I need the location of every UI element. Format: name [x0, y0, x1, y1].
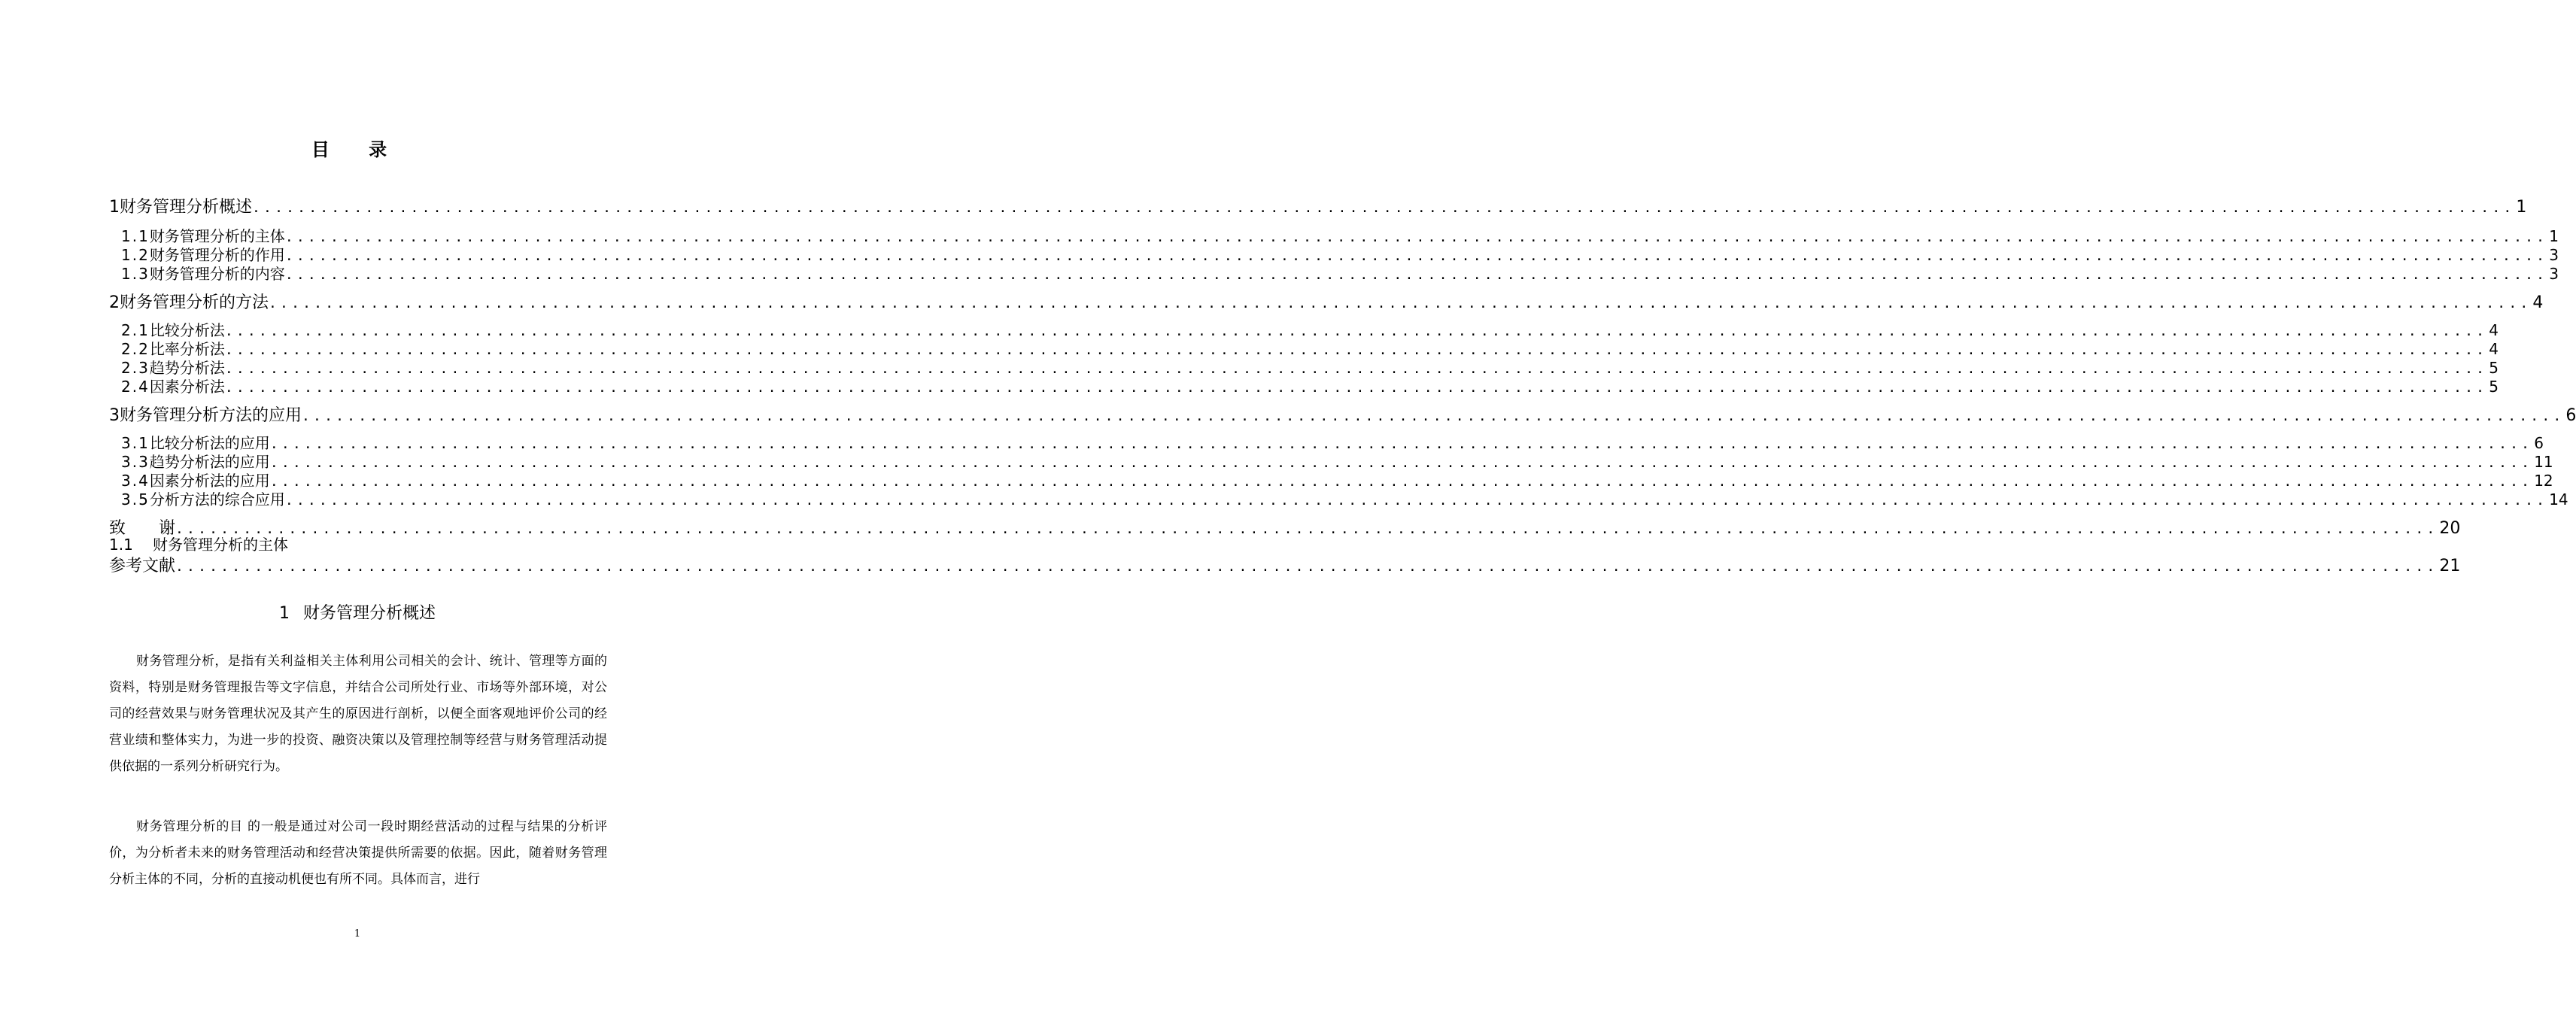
toc-entry-label: 比较分析法的应用: [149, 434, 270, 452]
toc-entry-page: 20: [2439, 519, 2461, 538]
toc-dot-leader: ........................................................................................................................................................................................................: [284, 493, 2548, 509]
toc-dot-leader: ........................................................................................................................................................................................................: [302, 408, 2565, 424]
toc-entry-label: 财务管理分析方法的应用: [120, 406, 302, 425]
toc-entry-number: 1.3: [121, 265, 150, 283]
toc-entry-number: 2.3: [121, 359, 150, 377]
toc-entry-label: 财务管理分析概述: [120, 198, 253, 217]
toc-entry-label: 趋势分析法: [149, 359, 225, 377]
toc-entry-page: 11: [2534, 453, 2553, 471]
toc-title: 目 录: [311, 139, 404, 160]
subsection-heading: [109, 534, 288, 555]
toc-entry-number: 3.3: [121, 453, 150, 471]
toc-entry[interactable]: [109, 434, 2544, 453]
toc-entry-number: 1.2: [121, 246, 150, 264]
toc-entry[interactable]: [109, 265, 2559, 284]
toc-entry[interactable]: [109, 340, 2499, 359]
toc-dot-leader: ........................................................................................................................................................................................................: [224, 380, 2488, 396]
toc-dot-leader: ........................................................................................................................................................................................................: [269, 474, 2533, 490]
toc-entry-page: 1: [2516, 198, 2527, 217]
toc-entry-label: 分析方法的综合应用: [149, 490, 285, 509]
toc-entry-page: 6: [2534, 434, 2544, 452]
section-heading: [0, 602, 715, 626]
toc-entry-label: 比率分析法: [149, 340, 225, 358]
toc-entry-label: 财务管理分析的方法: [120, 293, 269, 312]
toc-entry-number: 3: [109, 406, 120, 425]
toc-dot-leader: ........................................................................................................................................................................................................: [284, 267, 2548, 283]
toc-dot-leader: ........................................................................................................................................................................................................: [224, 342, 2488, 358]
toc-entry-label: 参考文献: [109, 557, 176, 575]
subsection-title: 财务管理分析的主体: [153, 536, 288, 554]
toc-entry-label: 财务管理分析的作用: [149, 246, 285, 264]
toc-entry-page: 3: [2549, 246, 2559, 264]
toc-entry[interactable]: [109, 227, 2559, 246]
toc-entry-number: 3.5: [121, 490, 150, 509]
toc-entry-page: 4: [2532, 293, 2544, 312]
toc-entry-page: 5: [2489, 378, 2499, 396]
toc-entry-number: 3.4: [121, 472, 150, 490]
toc-entry[interactable]: [109, 472, 2553, 490]
subsection-paragraph: 财务管理分析的目 的一般是通过对公司一段时期经营活动的过程与结果的分析评价，为分析者未来的财务管理活动和经营决策提供所需要的依据。因此，随着财务管理分析主体的不同，分析的直接动机便也有所不同。具体而言，进行: [109, 819, 607, 887]
toc-dot-leader: ........................................................................................................................................................................................................: [269, 436, 2533, 452]
toc-entry[interactable]: [109, 453, 2553, 472]
toc-dot-leader: ........................................................................................................................................................................................................: [224, 361, 2488, 377]
toc-dot-leader: ........................................................................................................................................................................................................: [175, 559, 2438, 575]
toc-entry-page: 1: [2549, 227, 2559, 245]
toc-dot-leader: ........................................................................................................................................................................................................: [175, 521, 2438, 537]
toc-entry[interactable]: [109, 321, 2499, 340]
toc-dot-leader: ........................................................................................................................................................................................................: [269, 296, 2532, 311]
toc-entry-number: 2.1: [121, 321, 150, 339]
toc-dot-leader: ........................................................................................................................................................................................................: [252, 200, 2515, 216]
toc-entry-number: 2.2: [121, 340, 150, 358]
toc-entry-page: 21: [2439, 557, 2461, 575]
subsection-number: 1.1: [109, 536, 133, 554]
toc-entry[interactable]: [109, 405, 2576, 427]
table-of-contents: [109, 197, 2576, 577]
toc-entry[interactable]: [109, 490, 2568, 509]
toc-entry[interactable]: [109, 359, 2499, 378]
toc-entry-number: 1: [109, 198, 120, 217]
toc-entry-label: 因素分析法的应用: [149, 472, 270, 490]
toc-entry-number: 3.1: [121, 434, 150, 452]
section-intro-paragraph: 财务管理分析，是指有关利益相关主体利用公司相关的会计、统计、管理等方面的资料，特别是财务管理报告等文字信息，并结合公司所处行业、市场等外部环境，对公司的经营效果与财务管理状况及其产生的原因进行剖析，以便全面客观地评价公司的经营业绩和整体实力，为进一步的投资、融资决策以及管理控制等经营与财务管理活动提供依据的一系列分析研究行为。: [109, 654, 607, 774]
toc-entry-label: 趋势分析法的应用: [149, 453, 270, 471]
toc-entry[interactable]: [109, 556, 2461, 577]
section-title: 财务管理分析概述: [302, 604, 436, 623]
toc-dot-leader: ........................................................................................................................................................................................................: [224, 323, 2488, 339]
page-number: 1: [354, 928, 361, 940]
toc-entry-page: 3: [2549, 265, 2559, 283]
toc-dot-leader: ........................................................................................................................................................................................................: [284, 248, 2548, 264]
toc-entry-label: 致 谢: [109, 519, 176, 538]
toc-entry-page: 5: [2489, 359, 2499, 377]
toc-entry[interactable]: [109, 246, 2559, 265]
toc-entry-label: 财务管理分析的内容: [149, 265, 285, 283]
toc-entry-number: 2: [109, 293, 120, 312]
toc-entry[interactable]: [109, 197, 2527, 218]
toc-entry-page: 4: [2489, 340, 2499, 358]
toc-entry[interactable]: [109, 293, 2544, 314]
section-number: 1: [278, 604, 290, 623]
toc-entry-page: 12: [2534, 472, 2553, 490]
toc-entry-label: 因素分析法: [149, 378, 225, 396]
toc-entry-label: 比较分析法: [149, 321, 225, 339]
toc-dot-leader: ........................................................................................................................................................................................................: [269, 455, 2533, 471]
toc-entry[interactable]: [109, 378, 2499, 396]
toc-entry-number: 2.4: [121, 378, 150, 396]
toc-entry-page: 14: [2549, 490, 2568, 509]
toc-entry-page: 6: [2565, 406, 2576, 425]
toc-entry-page: 4: [2489, 321, 2499, 339]
toc-entry-label: 财务管理分析的主体: [149, 227, 285, 245]
toc-entry-number: 1.1: [121, 227, 150, 245]
toc-dot-leader: ........................................................................................................................................................................................................: [284, 229, 2548, 245]
